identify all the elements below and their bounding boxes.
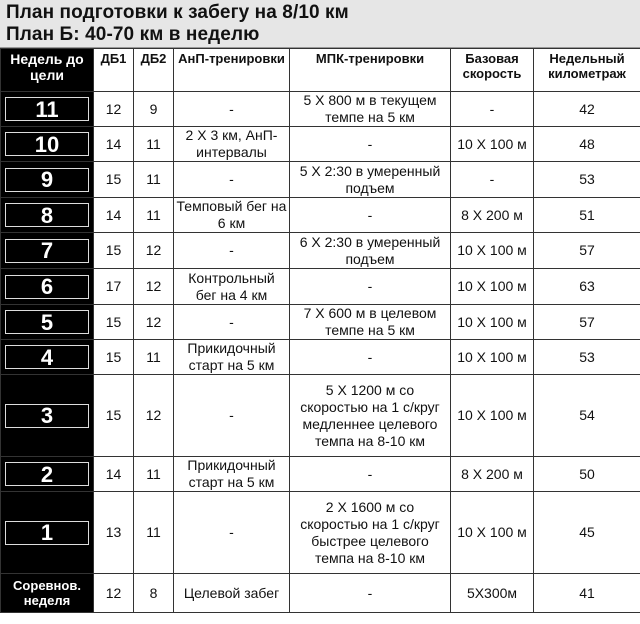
week-number: Соревнов. неделя	[13, 578, 81, 608]
week-cell	[1, 92, 94, 127]
db1-cell: 12	[94, 574, 134, 613]
table-row	[1, 127, 640, 162]
plan-subtitle: План Б: 40-70 км в неделю	[6, 24, 260, 45]
table-row	[1, 269, 640, 305]
mpk-cell: 5 X 800 м в текущем темпе на 5 км	[290, 92, 451, 127]
week-cell	[1, 233, 94, 269]
header-base: Базовая скорость	[451, 49, 534, 92]
db1-cell: 13	[94, 492, 134, 574]
anp-cell: Целевой забег	[174, 574, 290, 613]
base-cell: 8 X 200 м	[451, 457, 534, 492]
week-number: 2	[5, 462, 89, 486]
week-cell	[1, 198, 94, 233]
mpk-cell: 5 X 2:30 в умеренный подъем	[290, 162, 451, 198]
base-cell: 10 X 100 м	[451, 375, 534, 457]
db1-cell: 14	[94, 457, 134, 492]
anp-cell: Контрольный бег на 4 км	[174, 269, 290, 305]
week-number: 7	[5, 239, 89, 263]
db2-cell: 11	[134, 198, 174, 233]
km-cell: 50	[534, 457, 640, 492]
header-weekly: Недельный километраж	[534, 49, 640, 92]
base-cell: 10 X 100 м	[451, 127, 534, 162]
table-row	[1, 340, 640, 375]
title-block	[0, 0, 640, 48]
anp-cell: -	[174, 492, 290, 574]
anp-cell: -	[174, 375, 290, 457]
anp-cell: 2 X 3 км, АнП-интервалы	[174, 127, 290, 162]
week-number: 3	[5, 404, 89, 428]
week-cell	[1, 162, 94, 198]
mpk-cell: 5 X 1200 м со скоростью на 1 с/круг медленнее целевого темпа на 8-10 км	[290, 375, 451, 457]
week-cell	[1, 269, 94, 305]
week-cell	[1, 492, 94, 574]
mpk-cell: 7 X 600 м в целевом темпе на 5 км	[290, 305, 451, 340]
db2-cell: 12	[134, 305, 174, 340]
week-number: 5	[5, 310, 89, 334]
week-cell	[1, 340, 94, 375]
mpk-cell: -	[290, 198, 451, 233]
mpk-cell: 2 X 1600 м со скоростью на 1 с/круг быстрее целевого темпа на 8-10 км	[290, 492, 451, 574]
km-cell: 48	[534, 127, 640, 162]
db1-cell: 15	[94, 340, 134, 375]
training-plan-table	[0, 48, 640, 613]
base-cell: -	[451, 92, 534, 127]
km-cell: 53	[534, 340, 640, 375]
week-cell	[1, 574, 94, 613]
week-cell	[1, 305, 94, 340]
mpk-cell: -	[290, 127, 451, 162]
header-db1: ДБ1	[94, 49, 134, 92]
anp-cell: Прикидочный старт на 5 км	[174, 457, 290, 492]
db1-cell: 14	[94, 127, 134, 162]
db1-cell: 14	[94, 198, 134, 233]
plan-title: План подготовки к забегу на 8/10 км	[6, 2, 349, 23]
mpk-cell: -	[290, 574, 451, 613]
km-cell: 45	[534, 492, 640, 574]
base-cell: 8 X 200 м	[451, 198, 534, 233]
db1-cell: 15	[94, 233, 134, 269]
week-number: 11	[5, 97, 89, 121]
km-cell: 41	[534, 574, 640, 613]
week-cell	[1, 127, 94, 162]
base-cell: 10 X 100 м	[451, 340, 534, 375]
db2-cell: 11	[134, 127, 174, 162]
db2-cell: 12	[134, 375, 174, 457]
anp-cell: Темповый бег на 6 км	[174, 198, 290, 233]
db2-cell: 11	[134, 492, 174, 574]
header-weeks: Недель до цели	[1, 49, 94, 92]
table-row	[1, 233, 640, 269]
mpk-cell: -	[290, 269, 451, 305]
mpk-cell: -	[290, 340, 451, 375]
km-cell: 63	[534, 269, 640, 305]
table-row	[1, 92, 640, 127]
db2-cell: 11	[134, 457, 174, 492]
km-cell: 51	[534, 198, 640, 233]
db2-cell: 11	[134, 162, 174, 198]
week-number: 10	[5, 132, 89, 156]
km-cell: 54	[534, 375, 640, 457]
anp-cell: -	[174, 92, 290, 127]
db1-cell: 15	[94, 162, 134, 198]
week-number: 8	[5, 203, 89, 227]
base-cell: 10 X 100 м	[451, 305, 534, 340]
table-row	[1, 457, 640, 492]
table-row	[1, 305, 640, 340]
table-row	[1, 162, 640, 198]
anp-cell: -	[174, 162, 290, 198]
week-number: 1	[5, 521, 89, 545]
mpk-cell: -	[290, 457, 451, 492]
db2-cell: 9	[134, 92, 174, 127]
week-cell	[1, 375, 94, 457]
mpk-cell: 6 X 2:30 в умеренный подъем	[290, 233, 451, 269]
anp-cell: -	[174, 305, 290, 340]
base-cell: 10 X 100 м	[451, 269, 534, 305]
km-cell: 42	[534, 92, 640, 127]
anp-cell: Прикидочный старт на 5 км	[174, 340, 290, 375]
week-number: 6	[5, 275, 89, 299]
week-number: 9	[5, 168, 89, 192]
db1-cell: 15	[94, 305, 134, 340]
km-cell: 53	[534, 162, 640, 198]
db2-cell: 12	[134, 269, 174, 305]
table-row	[1, 492, 640, 574]
week-number: 4	[5, 345, 89, 369]
db2-cell: 12	[134, 233, 174, 269]
week-cell	[1, 457, 94, 492]
db2-cell: 11	[134, 340, 174, 375]
table-header-row	[1, 49, 640, 92]
db1-cell: 12	[94, 92, 134, 127]
km-cell: 57	[534, 305, 640, 340]
km-cell: 57	[534, 233, 640, 269]
db2-cell: 8	[134, 574, 174, 613]
db1-cell: 17	[94, 269, 134, 305]
base-cell: 5Х300м	[451, 574, 534, 613]
header-db2: ДБ2	[134, 49, 174, 92]
db1-cell: 15	[94, 375, 134, 457]
base-cell: 10 X 100 м	[451, 233, 534, 269]
anp-cell: -	[174, 233, 290, 269]
header-mpk: МПК-тренировки	[290, 49, 451, 92]
base-cell: 10 X 100 м	[451, 492, 534, 574]
base-cell: -	[451, 162, 534, 198]
table-row	[1, 574, 640, 613]
table-row	[1, 198, 640, 233]
header-anp: АнП-тренировки	[174, 49, 290, 92]
table-row	[1, 375, 640, 457]
